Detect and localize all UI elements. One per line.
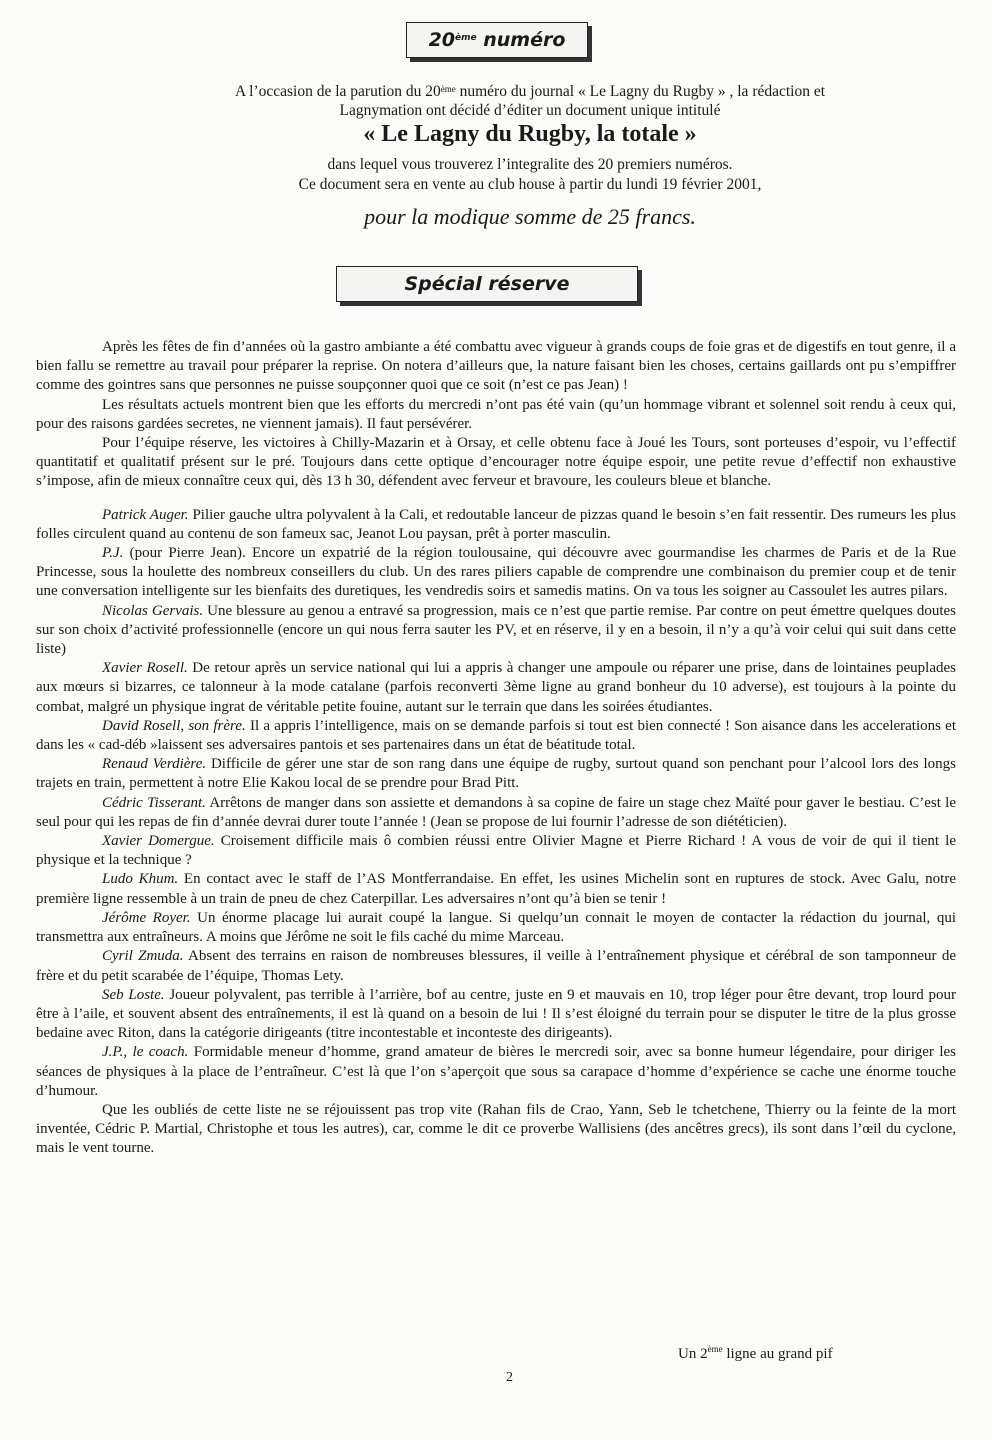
player-name: J.P., le coach.	[102, 1044, 189, 1061]
article-paragraph: Après les fêtes de fin d’années où la gastro ambiante a été combattu avec vigueur à grands coups de foie gras et de digestifs en tout genre, il a bien fallu se remettre au travail pour préparer la reprise. On notera d’ailleurs que, la nature faisant bien les choses, certains gaillards ont pu s’empiffrer comme des gointres sans que personnes ne puisse soupçonner quoi que ce soit (n’est ce pas Jean) !	[36, 339, 956, 394]
player-entry: P.J. (pour Pierre Jean). Encore un expatrié de la région toulousaine, qui découvre avec gourmandise les charmes de Paris et de la Rue Princesse, sous la houlette des nombreux conseillers du club. Un des rares piliers capable de comprendre une combinaison du premier coup et de tenir une conversation intelligente sur les bienfaits des duretiques, les vendredis soirs et samedis matins. On va tous les soigner au Cassoulet les autres pilars.	[36, 545, 956, 600]
player-entry: Renaud Verdière. Difficile de gérer une star de son rang dans une équipe de rugby, surtout quand son penchant pour l’alcool lors des longs trajets en train, permettent à notre Elie Kakou local de se prendre pour Brad Pitt.	[36, 756, 956, 792]
article-paragraph: Les résultats actuels montrent bien que les efforts du mercredi n’ont pas été vain (qu’un hommage vibrant et solennel soit rendu à ceux qui, pour des raisons gardées secretes, ne viennent jamais). Il faut persévérer.	[36, 396, 956, 432]
closing-paragraph: Que les oubliés de cette liste ne se réjouissent pas trop vite (Rahan fils de Crao, Yann, Seb le tchetchene, Thierry ou la feinte de la mort inventée, Cédric P. Martial, Christophe et tous les autres), car, comme le dit ce proverbe Wallisiens (des ancêtres grecs), ils sont dans l’œil du cyclone, mais le vent tourne.	[36, 1101, 956, 1157]
player-entry: Patrick Auger. Pilier gauche ultra polyvalent à la Cali, et redoutable lanceur de pizzas quand le besoin s’en fait ressentir. Des rumeurs les plus folles circulent quand au contenu de son fameux sac, Jeanot Lou paysan, prêt à porter masculin.	[36, 506, 957, 542]
player-name: Xavier Rosell.	[102, 660, 188, 677]
player-name: Renaud Verdière.	[102, 756, 207, 773]
player-name: Ludo Khum.	[102, 871, 179, 888]
section-title-20eme-numero: 20ème numéro	[406, 22, 588, 58]
announcement-intro: A l’occasion de la parution du 20ème numéro du journal « Le Lagny du Rugby » , la rédaction et Lagnymation ont décidé d’éditer un document unique intitulé	[100, 82, 960, 120]
publication-title: « Le Lagny du Rugby, la totale »	[363, 121, 697, 147]
section-title-special-reserve: Spécial réserve	[336, 266, 638, 302]
player-name: P.J.	[102, 545, 124, 562]
article-paragraph: Pour l’équipe réserve, les victoires à Chilly-Mazarin et à Orsay, et celle obtenu face à Joué les Tours, sont porteuses d’espoir, vu l’effectif quantitatif et qualitatif présent sur le pré. Toujours dans cette optique d’encourager notre équipe espoir, une petite revue d’effectif non exhaustive s’impose, afin de mieux connaître ceux qui, dès 13 h 30, défendent avec ferveur et bravoure, les couleurs bleue et blanche.	[36, 435, 956, 490]
price-line: pour la modique somme de 25 francs.	[364, 204, 696, 229]
player-entry: Jérôme Royer. Un énorme placage lui aurait coupé la langue. Si quelqu’un connait le moyen de contacter la rédaction du journal, qui transmettra aux entraîneurs. A moins que Jérôme ne soit le fils caché du mime Marceau.	[36, 909, 957, 946]
announcement-details	[100, 155, 960, 195]
player-entry: David Rosell, son frère. Il a appris l’intelligence, mais on se demande parfois si tout est bien connecté ! Son aisance dans les accelerations et dans les « cad-déb »laissent ses adversaires pantois et ses partenaires dans un état de béatitude total.	[36, 717, 957, 754]
player-name: Cédric Tisserant.	[102, 794, 206, 811]
article-body	[36, 338, 956, 1159]
player-entry: J.P., le coach. Formidable meneur d’homme, grand amateur de bières le mercredi soir, avec sa bonne humeur légendaire, pour diriger les séances de physiques à la place de l’entraîneur. C’est là que l’on s’aperçoit que sous sa carapace d’homme d’expérience se cache une énorme touche d’humour.	[36, 1044, 956, 1099]
player-entry: Xavier Domergue. Croisement difficile mais ô combien réussi entre Olivier Magne et Pierre Richard ! A vous de voir de qui il tient le physique et la technique ?	[36, 833, 956, 869]
player-name: Patrick Auger.	[102, 506, 189, 523]
player-entry: Nicolas Gervais. Une blessure au genou a entravé sa progression, mais ce n’est que partie remise. Par contre on peut émettre quelques doutes sur son choix d’activité professionnelle (encore un qui nous ferra sauter les PV, et en réserve, il y en a besoin, il n’y a qu’à voir celui qui suit dans cette liste)	[36, 602, 956, 658]
announcement-line-3: dans lequel vous trouverez l’integralite des 20 premiers numéros.	[327, 156, 733, 173]
player-entry: Cyril Zmuda. Absent des terrains en raison de nombreuses blessures, il veille à l’entraînement physique et cérébral de son tamponneur de frère et du petit scarabée de l’équipe, Thomas Lety.	[36, 948, 956, 984]
player-entry: Seb Loste. Joueur polyvalent, pas terrible à l’arrière, bof au centre, juste en 9 et mauvais en 10, trop léger pour être devant, trop lourd pour être à l’aile, et souvent absent des entraînements, il est là quand on a besoin de lui ! Il s’est éloigné du terrain pour se disputer le titre de la plus grosse bedaine avec Riton, dans la catégorie dirigeants (titre incontestable et inconteste des dirigeants).	[36, 986, 956, 1042]
player-name: David Rosell, son frère.	[102, 717, 246, 734]
player-name: Jérôme Royer.	[102, 909, 191, 926]
player-entry: Xavier Rosell. De retour après un service national qui lui a appris à changer une ampoule ou réparer une prise, dans de lointaines peuplades aux mœurs si bizarres, ce talonneur à la mode catalane (parfois reconverti 3ème ligne au grand bonheur du 10 adverse), est toujours à la pointe du combat, malgré un physique ingrat de véritable petite fouine, autant sur le terrain que dans les soirées étudiantes.	[36, 660, 956, 715]
player-name: Seb Loste.	[102, 986, 165, 1003]
page-number: 2	[506, 1370, 513, 1385]
player-entry: Ludo Khum. En contact avec le staff de l’AS Montferrandaise. En effet, les usines Michelin sont en ruptures de stock. Avec Galu, notre première ligne ressemble à un train de pneu de chez Caterpillar. Les adversaires n’ont qu’à bien se tenir !	[36, 871, 956, 907]
player-name: Xavier Domergue.	[102, 833, 215, 850]
player-name: Nicolas Gervais.	[102, 602, 204, 619]
author-signature: Un 2ème ligne au grand pif	[678, 1344, 833, 1362]
player-entry: Cédric Tisserant. Arrêtons de manger dans son assiette et demandons à sa copine de faire un stage chez Maïté pour gaver le bestiau. C’est le seul pour qui les repas de fin d’année devrai durer toute l’année ! (Jean se propose de lui fournir l’adresse de son diététicien).	[36, 794, 956, 830]
announcement-line-4: Ce document sera en vente au club house à partir du lundi 19 février 2001,	[298, 176, 762, 193]
announcement-line-2: Lagnymation ont décidé d’éditer un document unique intitulé	[339, 102, 721, 119]
player-name: Cyril Zmuda.	[102, 948, 184, 965]
